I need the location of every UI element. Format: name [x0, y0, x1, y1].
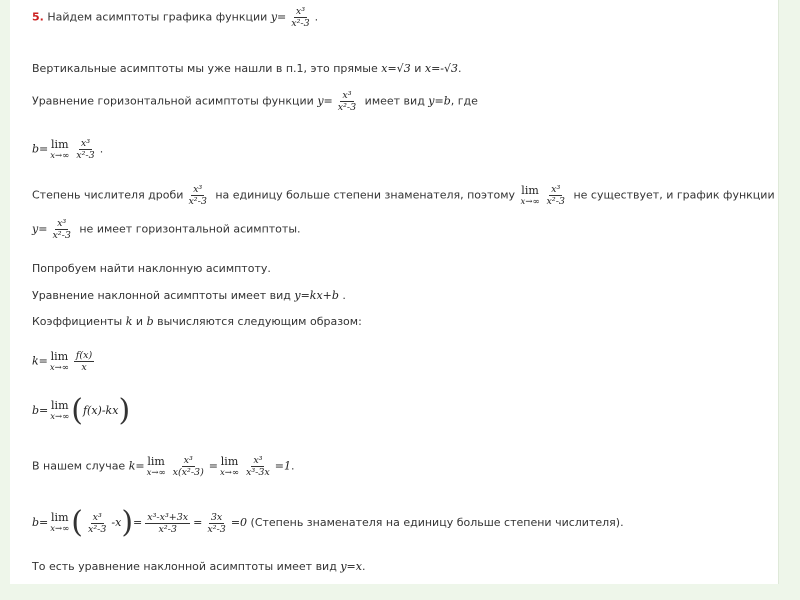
right-paren: ) [118, 393, 131, 428]
line-end: . [458, 62, 462, 75]
line-end: . [291, 459, 295, 473]
horizontal-formula: y=b [428, 94, 451, 108]
formula-lhs: k= [32, 354, 48, 368]
function-formula: y= [317, 94, 333, 108]
lim-label: lim [521, 183, 539, 197]
fraction-numerator: x³-x³+3x [147, 511, 189, 523]
formula-lhs: b= [32, 516, 49, 529]
limit-operator [50, 351, 69, 373]
heading-text: Найдем асимптоты графика функции [47, 10, 268, 24]
limit-fraction [74, 138, 96, 161]
fraction-numerator: f(x) [75, 350, 93, 361]
lim-label: lim [51, 511, 69, 524]
lim-label: lim [220, 454, 239, 468]
heading-formula: y= [270, 10, 287, 24]
line-end: . [342, 289, 346, 302]
limit-fraction [545, 184, 567, 207]
degree-note: (Степень знаменателя на единицу больше степени числителя). [250, 516, 624, 529]
horizontal-text-3: , где [450, 94, 478, 108]
simplified-fraction [205, 512, 227, 535]
oblique-equation-line [32, 289, 346, 303]
limit-fraction [171, 455, 206, 478]
inner-fraction [86, 512, 108, 535]
oblique-formula: y=kx+b [294, 289, 339, 302]
fraction-denominator: x²-3 [188, 196, 207, 207]
fraction-numerator: x³ [295, 6, 306, 17]
fraction-numerator: x³ [193, 184, 203, 195]
formula-lhs: b= [32, 142, 49, 156]
no-asymptote-text: не имеет горизонтальной асимптоты. [79, 222, 301, 236]
lim-subscript: x→∞ [49, 362, 69, 373]
minus-x: -x [111, 516, 122, 529]
coef-b: b [146, 315, 154, 328]
fraction-denominator: x²-3 [546, 196, 565, 207]
function-fraction [50, 218, 72, 241]
final-text: То есть уравнение наклонной асимптоты имеет вид [32, 560, 337, 573]
lim-label: lim [51, 137, 69, 151]
fraction-denominator: x²-3 [158, 523, 177, 535]
lim-label: lim [51, 399, 69, 412]
fraction-denominator: x²-3 [52, 230, 71, 241]
lim-subscript: x→∞ [50, 412, 70, 422]
left-paren: ( [71, 393, 83, 428]
result-value: =0 [230, 516, 248, 529]
case-text: В нашем случае [32, 459, 126, 473]
heading-end: . [314, 10, 319, 24]
fraction-denominator: x(x²-3) [172, 467, 204, 478]
fraction-numerator: x³ [183, 455, 193, 466]
conjunction-and: и [414, 62, 422, 75]
equals-sign-2: = [193, 516, 203, 529]
step-fraction [145, 512, 190, 535]
vertical-formula-2: x=-√3 [424, 62, 459, 75]
degree-text: Степень числителя дроби [32, 188, 184, 202]
limit-fraction [74, 350, 94, 373]
try-oblique-line: Попробуем найти наклонную асимптоту. [32, 262, 271, 275]
oblique-text: Уравнение наклонной асимптоты имеет вид [32, 289, 291, 302]
formula-lhs: b= [32, 404, 49, 417]
function-fraction [336, 90, 358, 113]
heading-fraction [289, 6, 311, 29]
right-paren: ) [121, 505, 134, 540]
fraction-denominator: x²-3 [87, 523, 107, 535]
formula-k [32, 350, 97, 373]
fraction-denominator: x [81, 362, 87, 373]
lim-subscript: x→∞ [146, 467, 166, 478]
lim-label: lim [147, 454, 165, 468]
lim-subscript: x→∞ [520, 196, 540, 207]
fraction-denominator: x²-3 [337, 102, 357, 113]
limit-operator [50, 400, 69, 422]
lim-label: lim [50, 349, 69, 363]
final-line [32, 560, 365, 574]
document-page [10, 0, 779, 584]
coef-text-2: вычисляются следующим образом: [157, 315, 362, 328]
fraction-denominator: x³-3x [246, 467, 270, 478]
fraction-numerator: x³ [92, 511, 102, 523]
final-formula: y=x [340, 560, 362, 573]
degree-text-3: не существует, и график функции [573, 188, 775, 202]
line-end: . [361, 560, 366, 573]
coef-text: Коэффициенты [32, 315, 123, 328]
horizontal-text-2: имеет вид [364, 94, 425, 108]
fraction-denominator: x²-3 [207, 523, 226, 535]
horizontal-asymptote-line [32, 90, 478, 113]
formula-b-oblique [32, 393, 131, 428]
coef-k: k [125, 315, 133, 328]
our-case-line [32, 455, 295, 478]
b-calculation-line [32, 505, 624, 540]
fraction-numerator: x³ [551, 184, 561, 195]
lim-subscript: x→∞ [50, 150, 70, 161]
lim-subscript: x→∞ [220, 467, 240, 478]
horizontal-text: Уравнение горизонтальной асимптоты функции [32, 94, 314, 108]
limit-operator [147, 456, 166, 478]
coefficients-line [32, 315, 362, 329]
fraction-numerator: x³ [253, 455, 263, 466]
task-heading [32, 6, 318, 29]
limit-fraction-2 [244, 455, 272, 478]
equals-sign: = [133, 516, 143, 529]
left-paren: ( [71, 505, 83, 540]
formula-end: . [99, 142, 104, 156]
formula-b-limit [32, 138, 103, 161]
fraction-denominator: x²-3 [76, 150, 95, 161]
fraction-numerator: x³ [342, 90, 352, 101]
conjunction-and: и [135, 315, 144, 328]
limit-operator [50, 512, 69, 534]
no-horizontal-asymptote-line [32, 218, 301, 241]
fraction-denominator: x²-3 [291, 18, 310, 29]
task-number: 5. [32, 10, 44, 24]
formula-lhs: k= [128, 459, 145, 473]
limit-operator [521, 185, 540, 207]
vertical-text: Вертикальные асимптоты мы уже нашли в п.1, это прямые [32, 62, 378, 75]
limit-operator-2 [220, 456, 239, 478]
degree-text-2: на единицу больше степени знаменателя, поэтому [215, 188, 516, 202]
result-value: =1 [274, 459, 292, 473]
lim-subscript: x→∞ [50, 524, 70, 534]
fraction-numerator: x³ [57, 218, 67, 229]
limit-operator [50, 139, 69, 161]
fraction-numerator: x³ [80, 138, 91, 149]
degree-fraction [186, 184, 208, 207]
fraction-numerator: 3x [210, 511, 223, 523]
function-formula: y= [32, 222, 48, 236]
vertical-asymptotes-line [32, 62, 462, 76]
inner-expression: f(x)-kx [82, 404, 119, 417]
vertical-formula-1: x=√3 [381, 62, 411, 75]
equals-sign: = [208, 459, 219, 473]
degree-comparison-line [32, 184, 775, 207]
